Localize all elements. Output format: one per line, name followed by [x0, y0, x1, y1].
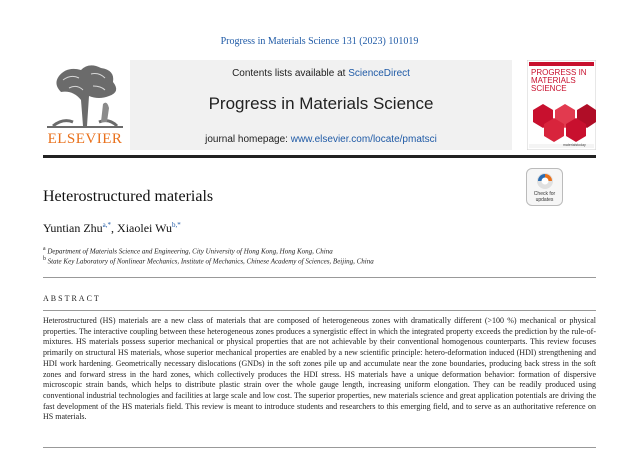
affiliation-b: [43, 256, 374, 265]
article-title: Heterostructured materials: [43, 188, 214, 205]
contents-prefix: Contents lists available at: [232, 68, 349, 79]
author-marks[interactable]: a,*: [102, 221, 112, 229]
affiliation-mark: b: [43, 256, 46, 262]
journal-cover[interactable]: [527, 60, 596, 150]
author-name[interactable]: Xiaolei Wu: [117, 221, 172, 235]
divider: [43, 277, 596, 278]
divider: [43, 310, 596, 311]
check-updates-label: Check for updates: [533, 191, 556, 203]
header-rule: [43, 155, 596, 158]
author-name[interactable]: Yuntian Zhu: [43, 221, 103, 235]
author-list: [43, 221, 181, 236]
affiliation-a: [43, 246, 333, 255]
homepage-prefix: journal homepage:: [205, 134, 291, 145]
check-updates-icon: [536, 172, 554, 190]
journal-reference[interactable]: Progress in Materials Science 131 (2023) 101019: [220, 36, 419, 47]
journal-header: [130, 60, 512, 150]
elsevier-logo[interactable]: [43, 60, 127, 150]
homepage-link[interactable]: www.elsevier.com/locate/pmatsci: [290, 134, 437, 145]
cover-footer: materialstoday: [563, 143, 586, 147]
divider: [43, 447, 596, 448]
journal-title[interactable]: Progress in Materials Science: [208, 94, 434, 113]
abstract-body: Heterostructured (HS) materials are a new class of materials that are composed of heterogeneous zones with dramatically different (>100 %) mechanical or physical properties. The interactive coupling between these heterogeneous zones produces a synergistic effect in which the integrated property exceeds the prediction by the rule-of-mixtures. HS materials possess superior mechanical or physical properties that are not achievable by their conventional homogenous counterparts. This review focuses primarily on structural HS materials, whose superior mechanical properties are enabled by a new scientific principle: hetero-deformation induced (HDI) strengthening and HDI work hardening. Geometrically necessary dislocations (GNDs) in the soft zones pile up and accumulate near the zone boundaries, producing back stress in the soft zones and forward stress in the hard zones, which collectively produces the HDI stress. HS materials have a unique deformation behavior: formation of dispersive microscopic strain bands, which helps to distribute plastic strain over the whole gauge length, increasing uniform elongation. They can be readily produced using conventional industrial technologies and facilities at large scale and low cost. The superior properties, new materials science and great application potentials are driving the fast development of the HS materials field. This review is meant to introduce students and researchers to this emerging field, and to serve as an authoritative reference on HS materials.: [43, 316, 596, 422]
abstract-heading: ABSTRACT: [43, 294, 101, 303]
sciencedirect-link[interactable]: ScienceDirect: [348, 68, 410, 79]
publisher-name: ELSEVIER: [47, 131, 123, 147]
affiliation-mark: a: [43, 246, 46, 252]
affiliation-text: Department of Materials Science and Engineering, City University of Hong Kong, Hong Kong, China: [47, 247, 333, 256]
author-marks[interactable]: b,*: [171, 221, 181, 229]
contents-line: [130, 68, 512, 79]
check-for-updates-button[interactable]: [526, 168, 563, 206]
affiliation-text: State Key Laboratory of Nonlinear Mechanics, Institute of Mechanics, Chinese Academy of Sciences, Beijing, China: [47, 257, 374, 266]
homepage-line: [130, 134, 512, 145]
author-separator: ,: [111, 221, 118, 235]
cover-title: PROGRESS IN MATERIALS SCIENCE: [531, 68, 587, 93]
